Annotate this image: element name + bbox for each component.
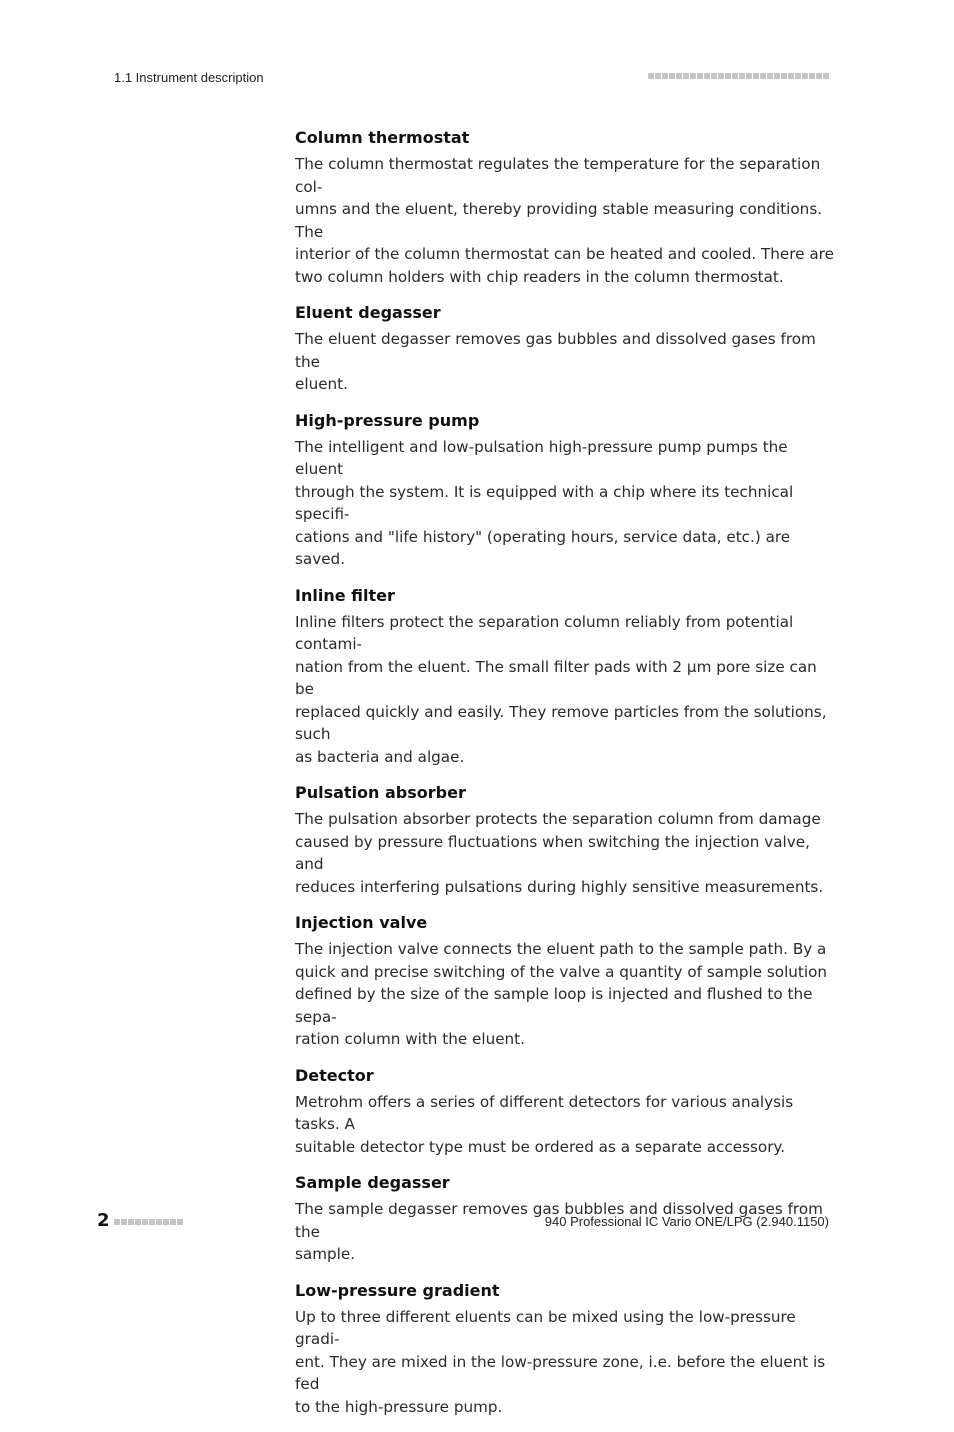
main-content <box>295 127 835 1432</box>
body-line: two column holders with chip readers in the column thermostat. <box>295 267 784 286</box>
section-heading: Eluent degasser <box>295 303 441 322</box>
section-body <box>295 328 835 396</box>
body-line: The injection valve connects the eluent path to the sample path. By a <box>295 940 827 958</box>
section-body <box>295 436 835 571</box>
body-line: The sample degasser removes gas bubbles and dissolved gases from the <box>295 1200 823 1241</box>
page-number: 2 <box>97 1210 110 1231</box>
section-heading: High-pressure pump <box>295 410 480 430</box>
section-heading: Low-pressure gradient <box>295 1280 500 1300</box>
body-line: defined by the size of the sample loop is injected and flushed to the sepa- <box>295 985 813 1026</box>
section-heading: Sample degasser <box>295 1173 450 1192</box>
body-line: to the high-pressure pump. <box>295 1397 503 1416</box>
body-line: ration column with the eluent. <box>295 1030 525 1048</box>
body-line: eluent. <box>295 375 348 393</box>
section-heading: Column thermostat <box>295 128 470 147</box>
body-line: ent. They are mixed in the low-pressure zone, i.e. before the eluent is fed <box>295 1352 826 1393</box>
body-line: interior of the column thermostat can be heated and cooled. There are <box>295 245 834 263</box>
section <box>295 585 835 769</box>
body-line: caused by pressure fluctuations when switching the injection valve, and <box>295 832 810 873</box>
section <box>295 782 835 898</box>
body-line: sample. <box>295 1245 356 1263</box>
section <box>295 127 835 288</box>
body-line: Inline filters protect the separation column reliably from potential contami- <box>295 612 794 653</box>
body-line: through the system. It is equipped with a chip where its technical specifi- <box>295 482 794 523</box>
section-heading: Detector <box>295 1065 374 1085</box>
body-line: cations and "life history" (operating hours, service data, etc.) are saved. <box>295 527 791 568</box>
body-line: replaced quickly and easily. They remove particles from the solutions, such <box>295 702 827 743</box>
section-body <box>295 1306 835 1419</box>
body-line: The pulsation absorber protects the separation column from damage <box>295 810 821 828</box>
section-body <box>295 1091 835 1159</box>
body-line: The column thermostat regulates the temperature for the separation col- <box>295 155 821 196</box>
body-line: umns and the eluent, thereby providing stable measuring conditions. The <box>295 200 823 241</box>
section <box>295 410 835 571</box>
body-line: The eluent degasser removes gas bubbles and dissolved gases from the <box>295 330 816 371</box>
body-line: Up to three different eluents can be mixed using the low-pressure gradi- <box>295 1307 796 1348</box>
section <box>295 912 835 1051</box>
body-line: as bacteria and algae. <box>295 747 465 766</box>
body-line: nation from the eluent. The small filter pads with 2 µm pore size can be <box>295 657 817 698</box>
body-line: suitable detector type must be ordered as a separate accessory. <box>295 1137 786 1156</box>
section-body <box>295 808 835 898</box>
section <box>295 1280 835 1419</box>
body-line: Metrohm offers a series of different detectors for various analysis tasks. A <box>295 1092 794 1133</box>
section-body <box>295 938 835 1051</box>
footer-dot-bar <box>114 1219 183 1225</box>
section <box>295 302 835 396</box>
section-body <box>295 153 835 288</box>
body-line: quick and precise switching of the valve a quantity of sample solution <box>295 962 828 981</box>
running-header-section: 1.1 Instrument description <box>114 70 264 85</box>
section <box>295 1065 835 1159</box>
section-heading: Injection valve <box>295 913 428 932</box>
footer-product-name: 940 Professional IC Vario ONE/LPG (2.940.1150) <box>544 1214 829 1229</box>
section-body <box>295 1198 835 1266</box>
section-body <box>295 611 835 769</box>
section-heading: Inline filter <box>295 585 395 605</box>
section-heading: Pulsation absorber <box>295 783 466 802</box>
body-line: reduces interfering pulsations during highly sensitive measurements. <box>295 877 824 896</box>
header-dot-bar <box>648 73 829 79</box>
body-line: The intelligent and low-pulsation high-pressure pump pumps the eluent <box>295 437 788 478</box>
